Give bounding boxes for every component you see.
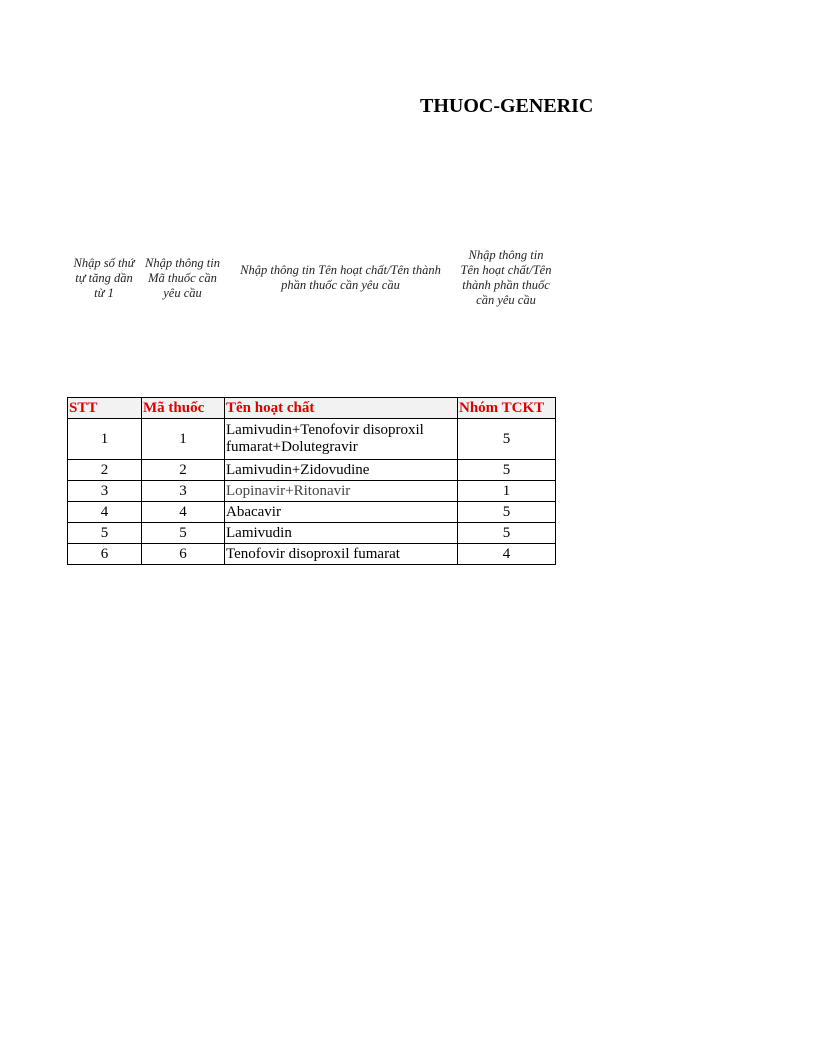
cell-nhom-tckt: 4 bbox=[458, 544, 556, 565]
cell-ma-thuoc: 1 bbox=[142, 419, 225, 460]
cell-ten-hoat-chat: Lamivudin+Tenofovir disoproxil fumarat+Dolutegravir bbox=[225, 419, 458, 460]
page-title: THUOC-GENERIC bbox=[420, 95, 594, 117]
table-row bbox=[68, 419, 556, 460]
cell-stt: 1 bbox=[68, 419, 142, 460]
drug-table bbox=[67, 397, 556, 565]
header-stt: STT bbox=[68, 398, 142, 419]
instruction-row bbox=[67, 238, 555, 318]
table-row bbox=[68, 481, 556, 502]
table-header-row bbox=[68, 398, 556, 419]
cell-ten-hoat-chat: Abacavir bbox=[225, 502, 458, 523]
hint-nhom-tckt: Nhập thông tin Tên hoạt chất/Tên thành phần thuốc cần yêu cầu bbox=[460, 248, 552, 307]
cell-ma-thuoc: 4 bbox=[142, 502, 225, 523]
header-ma-thuoc: Mã thuốc bbox=[142, 398, 225, 419]
table-row bbox=[68, 460, 556, 481]
cell-stt: 5 bbox=[68, 523, 142, 544]
cell-ma-thuoc: 5 bbox=[142, 523, 225, 544]
cell-nhom-tckt: 5 bbox=[458, 523, 556, 544]
title-clip bbox=[67, 92, 594, 120]
table-row bbox=[68, 502, 556, 523]
header-ten-hoat-chat: Tên hoạt chất bbox=[225, 398, 458, 419]
cell-ma-thuoc: 3 bbox=[142, 481, 225, 502]
cell-ten-hoat-chat: Tenofovir disoproxil fumarat bbox=[225, 544, 458, 565]
cell-ma-thuoc: 6 bbox=[142, 544, 225, 565]
cell-nhom-tckt: 1 bbox=[458, 481, 556, 502]
cell-nhom-tckt: 5 bbox=[458, 460, 556, 481]
cell-ma-thuoc: 2 bbox=[142, 460, 225, 481]
hint-ten-hoat-chat: Nhập thông tin Tên hoạt chất/Tên thành phần thuốc cần yêu cầu bbox=[240, 263, 441, 292]
table-row bbox=[68, 544, 556, 565]
cell-stt: 3 bbox=[68, 481, 142, 502]
table-row bbox=[68, 523, 556, 544]
cell-stt: 4 bbox=[68, 502, 142, 523]
cell-nhom-tckt: 5 bbox=[458, 502, 556, 523]
header-nhom-tckt: Nhóm TCKT bbox=[458, 398, 556, 419]
cell-ten-hoat-chat: Lopinavir+Ritonavir bbox=[225, 481, 458, 502]
cell-nhom-tckt: 5 bbox=[458, 419, 556, 460]
cell-ten-hoat-chat: Lamivudin bbox=[225, 523, 458, 544]
hint-stt: Nhập số thứ tự tăng dần từ 1 bbox=[73, 255, 135, 300]
cell-stt: 2 bbox=[68, 460, 142, 481]
hint-ma-thuoc: Nhập thông tin Mã thuốc cần yêu cầu bbox=[144, 255, 220, 300]
cell-ten-hoat-chat: Lamivudin+Zidovudine bbox=[225, 460, 458, 481]
cell-stt: 6 bbox=[68, 544, 142, 565]
